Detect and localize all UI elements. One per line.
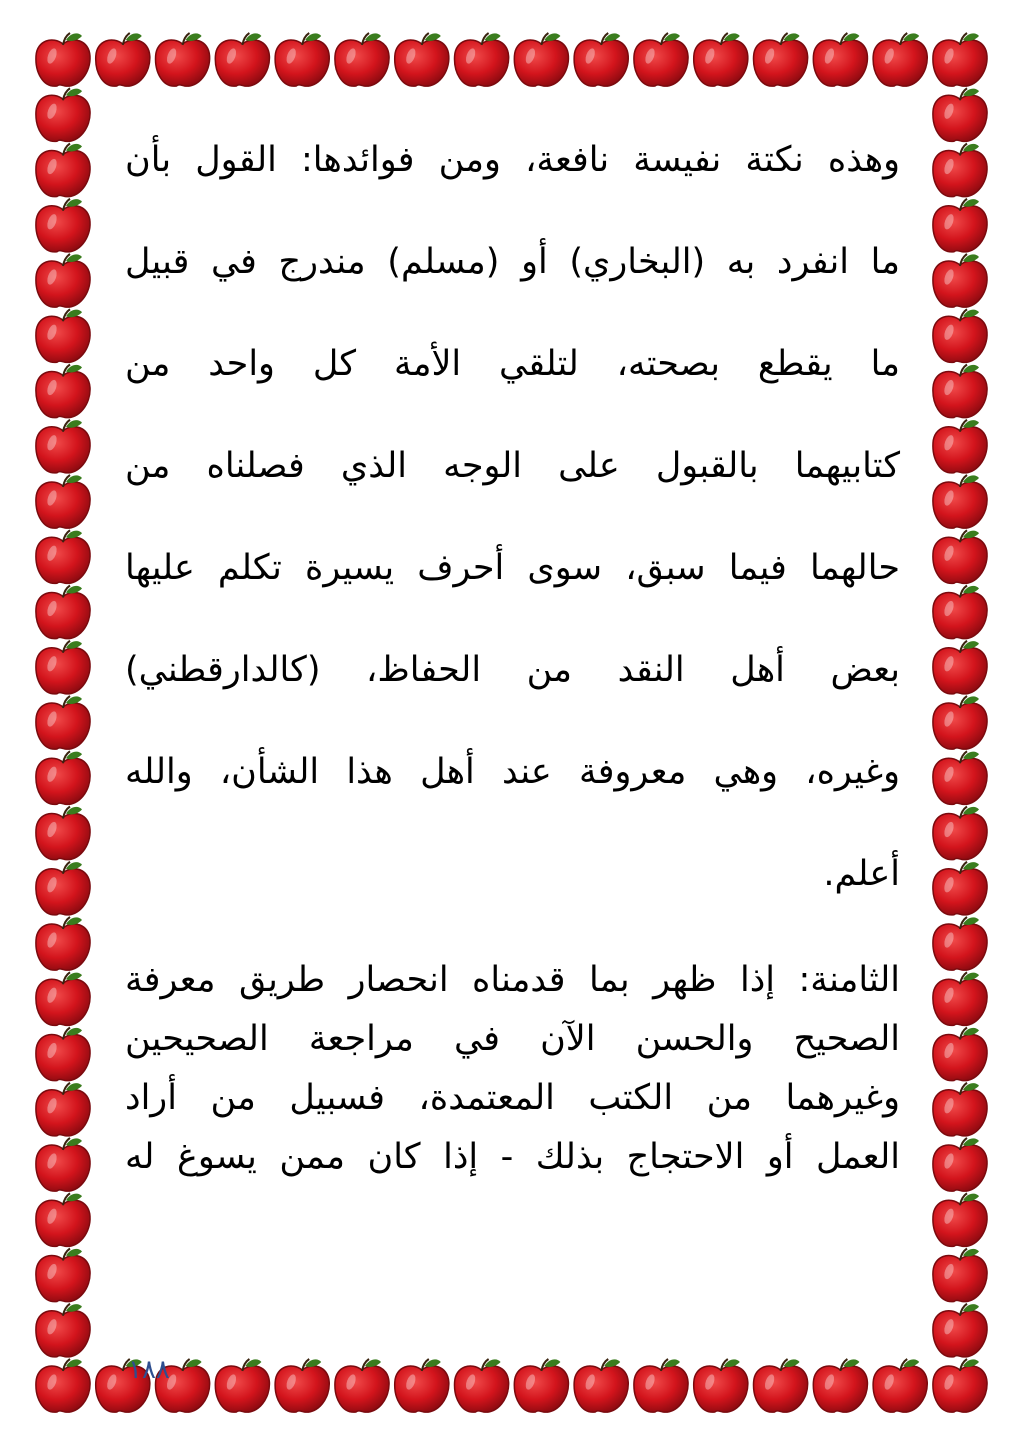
paragraph-2-line: الثامنة: إذا ظهر بما قدمناه انحصار طريق معرفة (125, 960, 900, 1000)
apple-icon (36, 972, 90, 1025)
apple-icon (933, 365, 987, 418)
apple-icon (694, 1359, 748, 1412)
apple-icon (933, 1249, 987, 1302)
apple-icon (933, 309, 987, 362)
apple-icon (455, 1359, 509, 1412)
apple-icon (933, 917, 987, 970)
apple-icon (933, 33, 987, 86)
apple-icon (933, 586, 987, 639)
apple-icon (36, 696, 90, 749)
apple-icon (36, 586, 90, 639)
apple-icon (574, 33, 628, 86)
paragraph-2 (125, 960, 900, 1196)
apple-icon (933, 420, 987, 473)
apple-icon (933, 1193, 987, 1246)
apple-icon (36, 1028, 90, 1081)
apple-icon (514, 33, 568, 86)
apple-icon (36, 862, 90, 915)
apple-icon (933, 144, 987, 197)
apple-icon (873, 1359, 927, 1412)
apple-icon (933, 530, 987, 583)
apple-icon (36, 641, 90, 694)
apple-icon (96, 33, 150, 86)
paragraph-1-line: وغيره، وهي معروفة عند أهل هذا الشأن، والله (125, 752, 900, 792)
apple-icon (395, 1359, 449, 1412)
apple-icon (933, 696, 987, 749)
apple-icon (36, 475, 90, 528)
apple-icon (395, 33, 449, 86)
apple-icon (933, 807, 987, 860)
apple-icon (156, 33, 210, 86)
apple-icon (36, 1359, 90, 1412)
paragraph-1-line: بعض أهل النقد من الحفاظ، (كالدارقطني) (125, 650, 900, 690)
apple-icon (933, 199, 987, 252)
apple-icon (36, 365, 90, 418)
apple-icon (754, 1359, 808, 1412)
apple-icon (813, 33, 867, 86)
paragraph-1-line: أعلم. (823, 854, 900, 894)
paragraph-2-line: الصحيح والحسن الآن في مراجعة الصحيحين (125, 1019, 900, 1059)
apple-icon (933, 641, 987, 694)
apple-icon (36, 199, 90, 252)
apple-icon (215, 1359, 269, 1412)
paragraph-1 (125, 140, 900, 956)
apple-icon (335, 1359, 389, 1412)
apple-icon (36, 1193, 90, 1246)
apple-icon (634, 33, 688, 86)
apple-icon (933, 1028, 987, 1081)
apple-icon (215, 33, 269, 86)
apple-icon (873, 33, 927, 86)
apple-icon (694, 33, 748, 86)
apple-icon (275, 33, 329, 86)
apple-icon (754, 33, 808, 86)
apple-icon (36, 88, 90, 141)
apple-icon (933, 972, 987, 1025)
paragraph-2-line: العمل أو الاحتجاج بذلك - إذا كان ممن يسوغ له (125, 1137, 900, 1177)
apple-icon (36, 1249, 90, 1302)
paragraph-1-line: ما يقطع بصحته، لتلقي الأمة كل واحد من (125, 344, 900, 384)
apple-icon (933, 751, 987, 804)
apple-icon (335, 33, 389, 86)
apple-icon (36, 917, 90, 970)
apple-icon (933, 1359, 987, 1412)
paragraph-1-line: ما انفرد به (البخاري) أو (مسلم) مندرج في قبيل (125, 242, 900, 282)
apple-icon (813, 1359, 867, 1412)
apple-icon (36, 254, 90, 307)
apple-icon (36, 1138, 90, 1191)
apple-icon (36, 530, 90, 583)
apple-icon (933, 254, 987, 307)
apple-icon (36, 420, 90, 473)
paragraph-1-line: وهذه نكتة نفيسة نافعة، ومن فوائدها: القول بأن (125, 140, 900, 180)
paragraph-2-line: وغيرهما من الكتب المعتمدة، فسبيل من أراد (125, 1078, 900, 1118)
apple-icon (574, 1359, 628, 1412)
apple-icon (933, 475, 987, 528)
paragraph-1-line: حالهما فيما سبق، سوى أحرف يسيرة تكلم عليها (125, 548, 900, 588)
paragraph-1-line: كتابيهما بالقبول على الوجه الذي فصلناه من (125, 446, 900, 486)
apple-icon (933, 1138, 987, 1191)
apple-icon (514, 1359, 568, 1412)
apple-icon (275, 1359, 329, 1412)
apple-icon (36, 1304, 90, 1357)
apple-icon (36, 309, 90, 362)
apple-icon (933, 88, 987, 141)
apple-icon (933, 1304, 987, 1357)
apple-icon (933, 1083, 987, 1136)
apple-icon (36, 33, 90, 86)
apple-icon (36, 1083, 90, 1136)
apple-icon (933, 862, 987, 915)
apple-icon (455, 33, 509, 86)
apple-icon (36, 807, 90, 860)
page-number: ١٨٨ (128, 1355, 170, 1385)
apple-icon (634, 1359, 688, 1412)
apple-icon (36, 751, 90, 804)
apple-icon (36, 144, 90, 197)
